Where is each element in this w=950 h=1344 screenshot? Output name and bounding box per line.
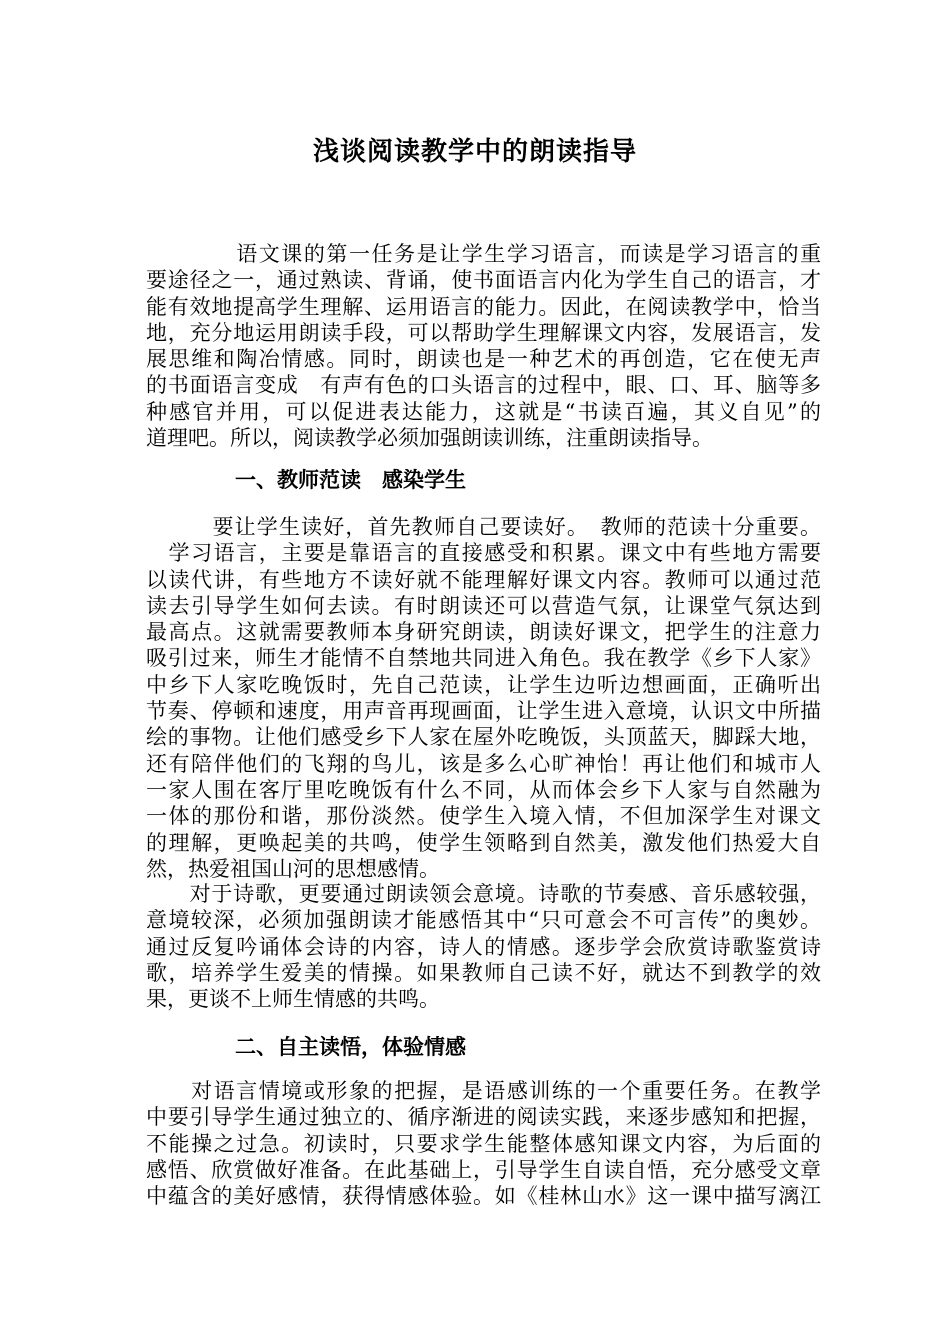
paragraph-line: 果，更谈不上师生情感的共鸣。 [146, 987, 440, 1012]
paragraph-line: 以读代讲，有些地方不读好就不能理解好课文内容。教师可以通过范 [146, 567, 821, 592]
paragraph-poetry [146, 881, 821, 1012]
paragraph-line: 还有陪伴他们的飞翔的鸟儿，该是多么心旷神怡！再让他们和城市人 [146, 751, 821, 776]
paragraph-line: 意境较深，必须加强朗读才能感悟其中“只可意会不可言传”的奥妙。 [146, 908, 821, 933]
paragraph-line: 地，充分地运用朗读手段，可以帮助学生理解课文内容，发展语言，发 [146, 320, 821, 345]
paragraph-line: 绘的事物。让他们感受乡下人家在屋外吃晚饭，头顶蓝天，脚踩大地， [146, 725, 821, 750]
paragraph-intro [146, 241, 821, 451]
section-heading-2: 二、自主读悟，体验情感 [235, 1034, 466, 1059]
paragraph-model-reading [146, 514, 821, 882]
paragraph-line: 中要引导学生通过独立的、循序渐进的阅读实践，来逐步感知和把握， [146, 1105, 821, 1130]
paragraph-line: 对于诗歌，更要通过朗读领会意境。诗歌的节奏感、音乐感较强， [146, 882, 821, 906]
paragraph-line: 一体的那份和谐，那份淡然。使学生入境入情，不但加深学生对课文 [146, 804, 821, 829]
paragraph-line: 能有效地提高学生理解、运用语言的能力。因此，在阅读教学中，恰当 [146, 294, 821, 319]
paragraph-line: 吸引过来，师生才能情不自禁地共同进入角色。我在教学《乡下人家》 [146, 646, 821, 671]
paragraph-line: 种感官并用，可以促进表达能力，这就是“书读百遍，其义自见”的 [146, 399, 821, 424]
paragraph-line: 的理解，更唤起美的共鸣，使学生领略到自然美，激发他们热爱大自 [146, 830, 821, 855]
paragraph-line: 要让学生读好，首先教师自己要读好。 教师的范读十分重要。 [146, 515, 821, 539]
paragraph-line: 不能操之过急。初读时，只要求学生能整体感知课文内容，为后面的 [146, 1131, 821, 1156]
paragraph-line: 节奏、停顿和速度，用声音再现画面，让学生进入意境，认识文中所描 [146, 699, 821, 724]
paragraph-line: 展思维和陶冶情感。同时，朗读也是一种艺术的再创造，它在使无声 [146, 347, 821, 372]
paragraph-line: 然，热爱祖国山河的思想感情。 [146, 856, 440, 881]
paragraph-line: 中乡下人家吃晚饭时，先自己范读，让学生边听边想画面，正确听出 [146, 672, 821, 697]
paragraph-line: 歌，培养学生爱美的情操。如果教师自己读不好，就达不到教学的效 [146, 960, 821, 985]
paragraph-line: 对语言情境或形象的把握，是语感训练的一个重要任务。在教学 [146, 1079, 821, 1103]
document-title: 浅谈阅读教学中的朗读指导 [312, 137, 637, 167]
paragraph-line: 学习语言，主要是靠语言的直接感受和积累。课文中有些地方需要 [146, 541, 821, 566]
section-heading-1: 一、教师范读 感染学生 [235, 467, 466, 492]
paragraph-line: 最高点。这就需要教师本身研究朗读，朗读好课文，把学生的注意力 [146, 620, 821, 645]
paragraph-line: 通过反复吟诵体会诗的内容，诗人的情感。逐步学会欣赏诗歌鉴赏诗 [146, 934, 821, 959]
paragraph-line: 要途径之一，通过熟读、背诵，使书面语言内化为学生自己的语言，才 [146, 268, 821, 293]
paragraph-line: 道理吧。所以，阅读教学必须加强朗读训练，注重朗读指导。 [146, 426, 713, 451]
paragraph-self-reading [146, 1078, 821, 1209]
paragraph-line: 读去引导学生如何去读。有时朗读还可以营造气氛，让课堂气氛达到 [146, 593, 821, 618]
paragraph-line: 中蕴含的美好感情，获得情感体验。如《桂林山水》这一课中描写漓江 [146, 1184, 821, 1209]
paragraph-line: 语文课的第一任务是让学生学习语言，而读是学习语言的重 [146, 242, 821, 266]
paragraph-line: 一家人围在客厅里吃晚饭有什么不同，从而体会乡下人家与自然融为 [146, 777, 821, 802]
paragraph-line: 感悟、欣赏做好准备。在此基础上，引导学生自读自悟，充分感受文章 [146, 1157, 821, 1182]
paragraph-line: 的书面语言变成 有声有色的口头语言的过程中，眼、口、耳、脑等多 [146, 373, 821, 398]
